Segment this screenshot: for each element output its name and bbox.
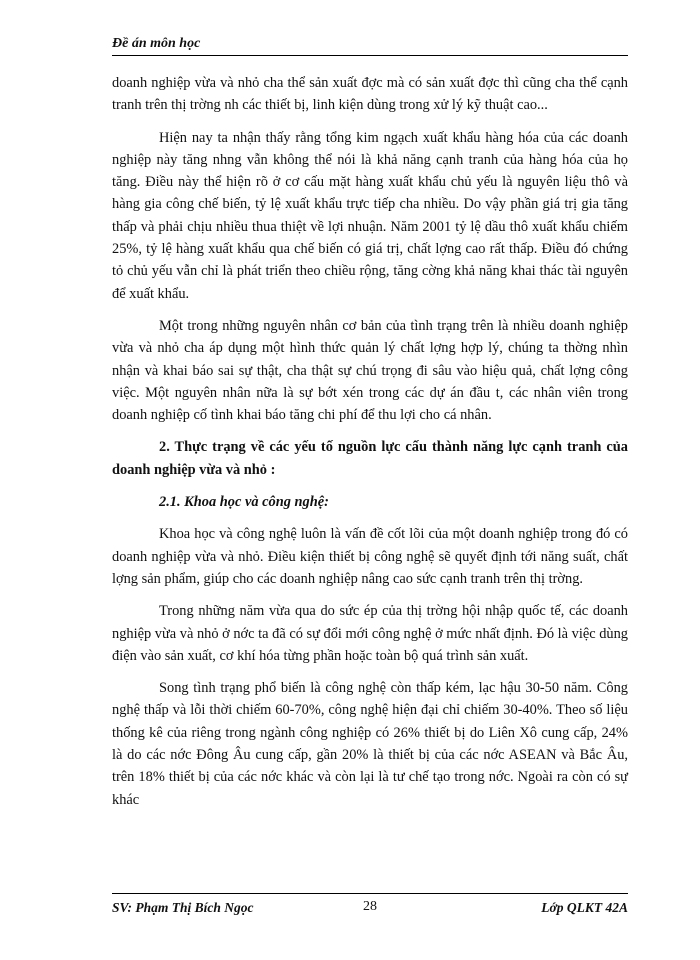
subsection-heading: 2.1. Khoa học và công nghệ: [159,494,329,511]
footer-author: SV: Phạm Thị Bích Ngọc [112,900,254,915]
header-rule [112,55,628,56]
paragraph-root-causes: Một trong những nguyên nhân cơ bản của tình trạng trên là nhiều doanh nghiệp vừa và nhỏ cha áp dụng một hình thức quản lý chất lợng hợp lý, chúng ta thờng nhìn nhận và khai báo sai sự thật, cha thật sự chú trọng đi sâu vào hiệu quả, chất lợng công việc. Một nguyên nhân nữa là sự bớt xén trong các dự án đầu t, các nhân viên trong doanh nghiệp cố tình khai báo tăng chi phí để thu lợi cho cá nhân. [112,317,628,424]
paragraph-outdated-tech: Song tình trạng phổ biến là công nghệ còn thấp kém, lạc hậu 30-50 năm. Công nghệ thấp và lỗi thời chiếm 60-70%, công nghệ hiện đại chỉ chiếm 30-40%. Theo số liệu thống kê của riêng trong ngành công nghiệp có 26% thiết bị do Liên Xô cung cấp, 24% là do các nớc Đông Âu cung cấp, gần 20% là thiết bị của các nớc ASEAN và Bắc Âu, trên 18% thiết bị của các nớc khác và còn lại là tư chế tạo trong nớc. Ngoài ra còn có sự khác [112,680,628,808]
page-footer [112,890,628,920]
footer-class: Lớp QLKT 42A [541,900,628,915]
paragraph-science-tech: Khoa học và công nghệ luôn là vấn đề cốt lõi của một doanh nghiệp trong đó có doanh nghiệp vừa và nhỏ. Điều kiện thiết bị công nghệ sẽ quyết định tới năng suất, chất lợng sản phẩm, giúp cho các doanh nghiệp nâng cao sức cạnh tranh trên thị trờng. [112,526,628,587]
document-body [112,72,628,821]
paragraph-continued: doanh nghiệp vừa và nhỏ cha thể sản xuất đợc mà có sản xuất đợc thì cũng cha thể cạnh tranh trên thị trờng nh các thiết bị, linh kiện dùng trong xử lý kỹ thuật cao... [112,75,628,114]
paragraph-export-turnover: Hiện nay ta nhận thấy rằng tổng kim ngạch xuất khẩu hàng hóa của các doanh nghiệp này tăng nhng vẫn không thể nói là khả năng cạnh tranh của hàng hóa của họ tăng. Điều này thể hiện rõ ở cơ cấu mặt hàng xuất khẩu chủ yếu là nguyên liệu thô và hàng gia công chế biến, tỷ lệ xuất khẩu trực tiếp cha nhiều. Do vậy phần giá trị gia tăng thấp và phải chịu nhiều thua thiệt về lợi nhuận. Năm 2001 tỷ lệ dầu thô xuất khẩu chiếm 25%, tỷ lệ hàng xuất khẩu qua chế biến có giá trị, chất lợng cao rất thấp. Điều đó chứng tỏ chủ yếu vẫn chỉ là phát triển theo chiều rộng, tăng cờng khả năng khai thác tài nguyên để xuất khẩu. [112,129,628,302]
paragraph-innovation: Trong những năm vừa qua do sức ép của thị trờng hội nhập quốc tế, các doanh nghiệp vừa và nhỏ ở nớc ta đã có sự đổi mới công nghệ ở mức nhất định. Đó là việc dùng điện vào sản xuất, cơ khí hóa từng phần hoặc toàn bộ quá trình sản xuất. [112,603,628,664]
page-header [112,36,628,56]
footer-rule [112,893,628,894]
section-heading: 2. Thực trạng về các yếu tố nguồn lực cấu thành năng lực cạnh tranh của doanh nghiệp vừa và nhỏ : [112,439,628,478]
page-number: 28 [363,899,377,914]
header-title: Đề án môn học [112,36,201,51]
